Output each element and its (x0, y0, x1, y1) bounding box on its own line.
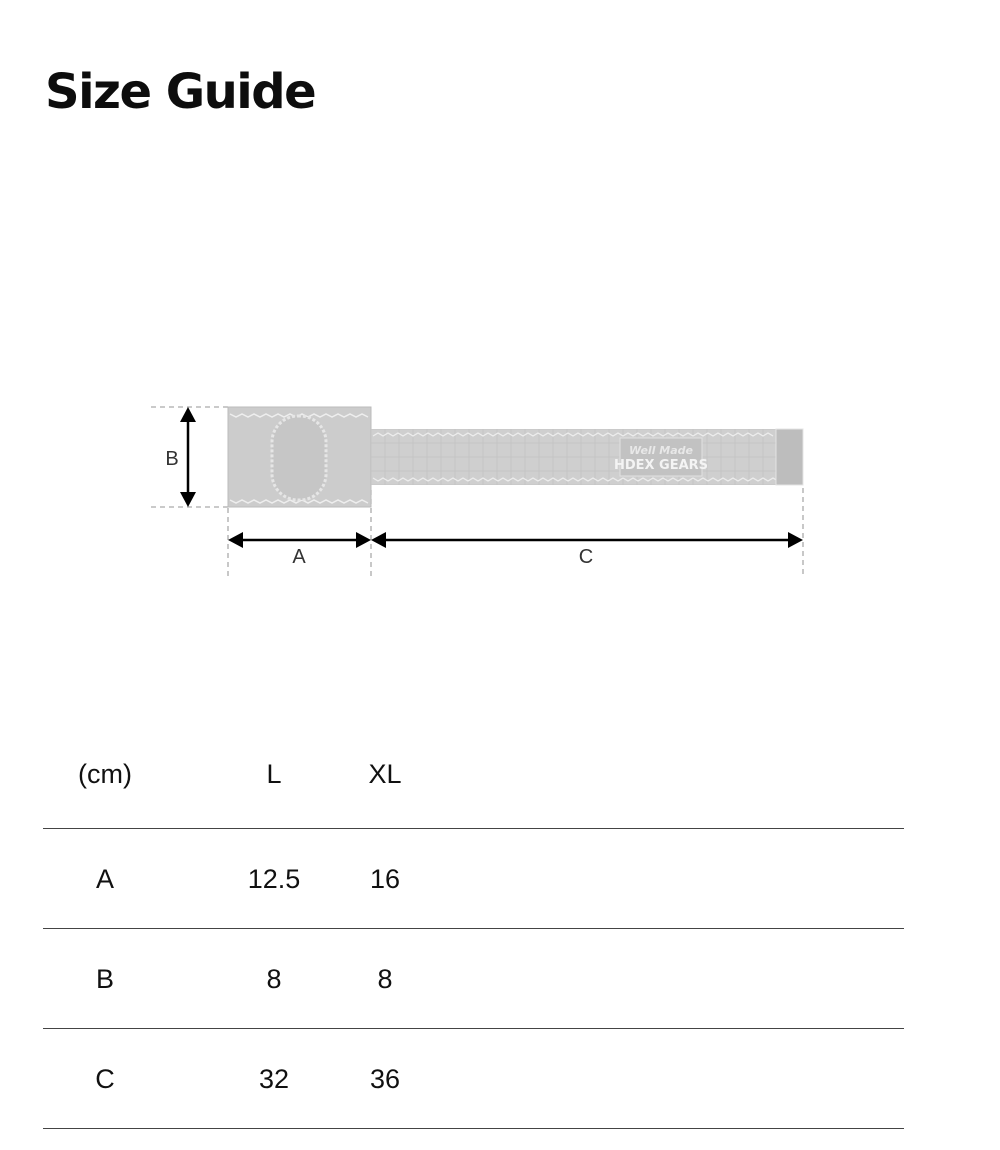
column-header-l: L (266, 759, 282, 789)
cell-xl: 16 (369, 864, 401, 894)
brand-script-text: Well Made (629, 444, 693, 457)
row-label: B (95, 964, 114, 994)
table-row-c (43, 1029, 904, 1129)
cell-l: 8 (266, 964, 282, 994)
cell-xl: 36 (369, 1064, 401, 1094)
size-table (43, 728, 904, 1129)
row-label: A (95, 864, 114, 894)
cell-l: 12.5 (247, 864, 301, 894)
strap-dimension-diagram (0, 380, 1000, 600)
row-label: C (95, 1064, 115, 1094)
page-title: Size Guide (45, 64, 316, 120)
table-row-a (43, 829, 904, 929)
dimension-label-b: B (165, 448, 179, 470)
dimension-arrow-b (180, 407, 196, 507)
dimension-label-c: C (578, 546, 594, 568)
unit-header: (cm) (78, 759, 132, 789)
strap-pad (228, 407, 371, 507)
strap-band (371, 429, 803, 485)
column-header-xl: XL (368, 759, 402, 789)
brand-name-text: HDEX GEARS (613, 458, 709, 473)
dimension-label-a: A (292, 546, 306, 568)
table-row-b (43, 929, 904, 1029)
cell-xl: 8 (377, 964, 393, 994)
table-header-row (43, 728, 904, 829)
cell-l: 32 (258, 1064, 290, 1094)
